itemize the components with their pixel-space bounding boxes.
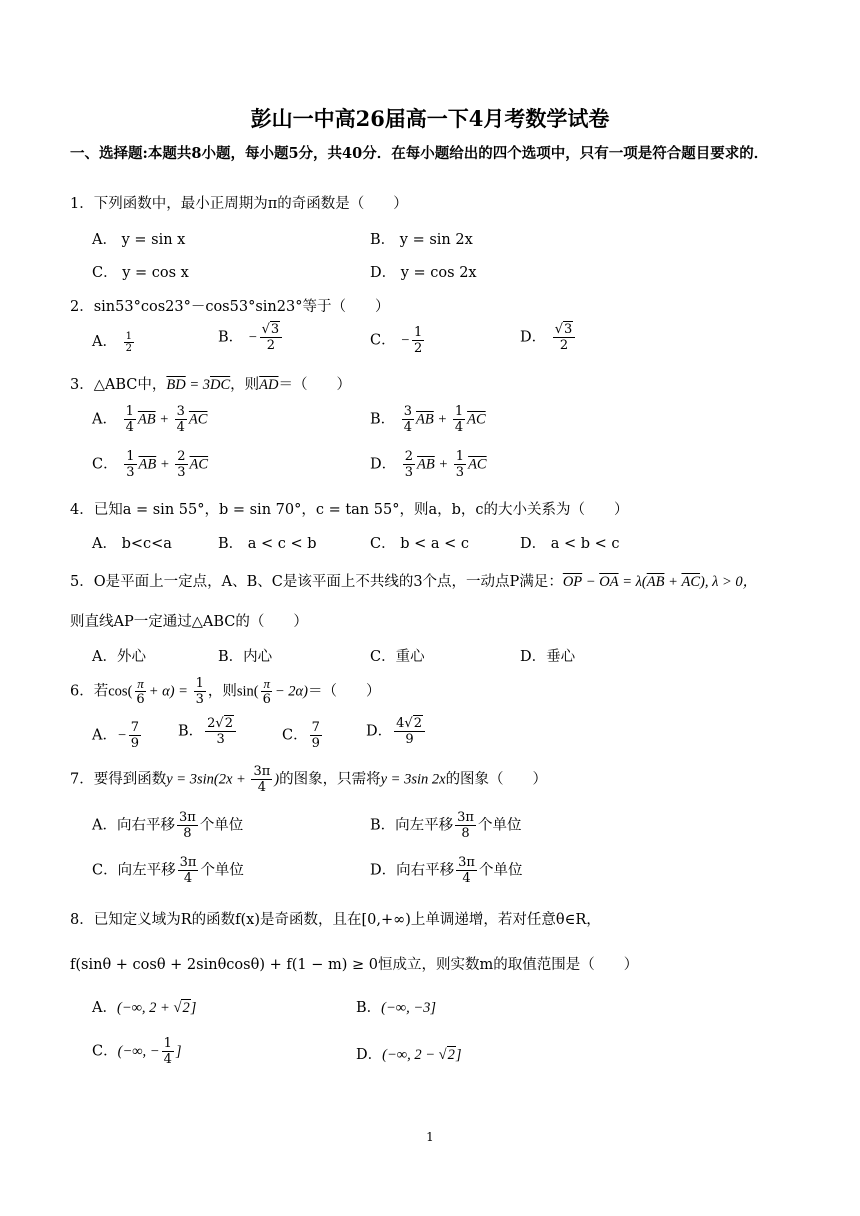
question-5-stem-line2: 则直线AP一定通过△ABC的（ ） <box>70 614 308 630</box>
question-5-option-c: C．重心 <box>370 649 425 665</box>
question-1-stem: 1．下列函数中，最小正周期为π的奇函数是（ ） <box>70 196 408 212</box>
question-4-option-a: A． b<c<a <box>92 536 172 552</box>
question-2-option-a: A． $\frac{1}{2}$ <box>92 330 132 354</box>
question-2-option-b: B． − $\frac{√3}{2}$ <box>218 322 284 353</box>
question-8-stem: 8．已知定义域为R的函数f(x)是奇函数，且在[0,+∞)上单调递增，若对任意θ∈R， <box>70 912 601 928</box>
question-3-option-d: D． $\frac{2}{3}$ $\overline{AB}$ + $\frac{1}{3}$ $\overline{AC}$ <box>370 449 487 480</box>
question-3-stem: 3．△ABC中，$\overline{BD} = 3\overline{DC}$，则$\overline{AD}=$（ ） <box>70 377 352 393</box>
question-1-option-d: D． y = cos 2x <box>370 265 477 281</box>
question-5-stem: 5．O是平面上一定点，A、B、C是该平面上不共线的3个点，一动点P满足：$\overline{OP} - \overline{OA} = \lambda(\overline{AB} + \overline{AC})$, λ > 0， <box>70 574 758 590</box>
question-6-option-c: C． $\frac{7}{9}$ <box>282 720 320 751</box>
question-4-option-b: B． a < c < b <box>218 536 317 552</box>
question-8-stem-line2: f(sinθ + cosθ + 2sinθcosθ) + f(1 − m) ≥ 0恒成立，则实数m的取值范围是（ ） <box>70 957 639 973</box>
question-7-option-b: B．向左平移 $\frac{3\pi}{8}$ 个单位 <box>370 810 522 841</box>
question-3-option-b: B． $\frac{3}{4}$ $\overline{AB}$ + $\frac{1}{4}$ $\overline{AC}$ <box>370 404 486 435</box>
question-6-option-b: B． $\frac{2√2}{3}$ <box>178 716 238 747</box>
question-2-option-d: D． $\frac{√3}{2}$ <box>520 322 577 353</box>
question-2-option-d-label: D． <box>520 329 547 346</box>
section-heading: 一、选择题:本题共8小题，每小题5分，共40分．在每小题给出的四个选项中，只有一项是符合题目要求的． <box>70 145 769 162</box>
question-8-option-d: D．(−∞, 2 − √2] <box>356 1047 462 1063</box>
question-1-option-a: A． y = sin x <box>92 232 186 248</box>
page-title: 彭山一中高26届高一下4月考数学试卷 <box>250 106 610 131</box>
question-7-option-d: D．向右平移 $\frac{3\pi}{4}$ 个单位 <box>370 855 523 886</box>
question-4-option-c: C． b < a < c <box>370 536 469 552</box>
question-2-option-c-label: C． <box>370 332 396 349</box>
question-5-option-a: A．外心 <box>92 649 146 665</box>
page-number: 1 <box>426 1130 434 1144</box>
question-3-option-c: C． $\frac{1}{3}$ $\overline{AB}$ + $\frac{2}{3}$ $\overline{AC}$ <box>92 449 209 480</box>
question-6-stem: 6．若cos( $\frac{\pi}{6}$ + α) = $\frac{1}{3}$ ，则sin( $\frac{\pi}{6}$ − 2α)＝（ ） <box>70 676 381 707</box>
question-4-option-d: D． a < b < c <box>520 536 620 552</box>
question-6-option-a: A．− $\frac{7}{9}$ <box>92 720 140 751</box>
question-7-option-c: C．向左平移 $\frac{3\pi}{4}$ 个单位 <box>92 855 244 886</box>
question-3-option-a: A． $\frac{1}{4}$ $\overline{AB}$ + $\frac{3}{4}$ $\overline{AC}$ <box>92 404 208 435</box>
question-2-stem: 2．sin53°cos23°－cos53°sin23°等于（ ） <box>70 299 390 315</box>
question-2-option-a-label: A． <box>92 334 117 350</box>
question-1-option-c: C． y = cos x <box>92 265 189 281</box>
question-8-option-b: B．(−∞, −3] <box>356 1000 437 1016</box>
question-8-option-a: A．(−∞, 2 + √2] <box>92 1000 197 1016</box>
question-1-option-b: B． y = sin 2x <box>370 232 473 248</box>
question-2-option-c: C． − $\frac{1}{2}$ <box>370 325 423 356</box>
question-8-option-c: C．(−∞, − $\frac{1}{4}$ ] <box>92 1036 182 1067</box>
question-7-stem: 7．要得到函数y = 3sin(2x + $\frac{3\pi}{4}$ )的图象，只需将y = 3sin 2x的图象（ ） <box>70 764 548 795</box>
question-6-option-d: D． $\frac{4√2}{9}$ <box>366 716 427 747</box>
question-7-option-a: A．向右平移 $\frac{3\pi}{8}$ 个单位 <box>92 810 244 841</box>
question-2-option-b-label: B． <box>218 329 244 346</box>
question-5-option-d: D．垂心 <box>520 649 576 665</box>
question-4-stem: 4．已知a = sin 55°，b = sin 70°，c = tan 55°，则a，b，c的大小关系为（ ） <box>70 502 629 518</box>
question-5-option-b: B．内心 <box>218 649 273 665</box>
